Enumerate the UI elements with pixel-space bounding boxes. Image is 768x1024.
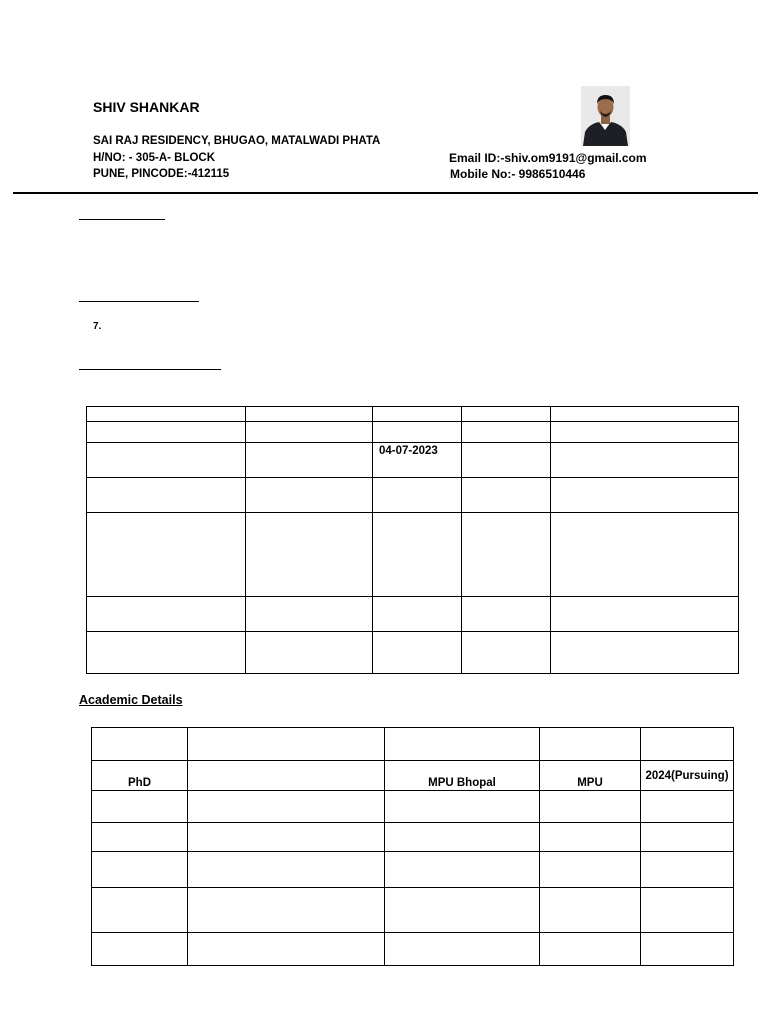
academic-table bbox=[91, 727, 734, 966]
table-row bbox=[92, 791, 734, 823]
mobile-text: Mobile No:- 9986510446 bbox=[450, 167, 586, 181]
table-row bbox=[92, 852, 734, 888]
degree-cell: PhD bbox=[92, 761, 188, 791]
list-item-number: 7. bbox=[93, 321, 102, 332]
table-row bbox=[87, 443, 739, 478]
table-cell-date: 04-07-2023 bbox=[373, 443, 462, 478]
table-row bbox=[92, 761, 734, 791]
table-row bbox=[92, 728, 734, 761]
address-line-3: PUNE, PINCODE:-412115 bbox=[93, 168, 230, 180]
section-heading-underline-1 bbox=[79, 219, 165, 220]
table-row bbox=[87, 478, 739, 513]
candidate-name: SHIV SHANKAR bbox=[93, 99, 200, 115]
email-text: Email ID:-shiv.om9191@gmail.com bbox=[449, 151, 647, 165]
section-heading-underline-3 bbox=[79, 369, 221, 370]
board-cell: MPU bbox=[540, 761, 641, 791]
table-row bbox=[92, 888, 734, 933]
address-line-2: H/NO: - 305-A- BLOCK bbox=[93, 152, 216, 164]
academic-details-heading: Academic Details bbox=[79, 693, 183, 707]
profile-photo bbox=[581, 86, 630, 146]
table-row bbox=[87, 597, 739, 632]
table-row bbox=[87, 407, 739, 422]
person-portrait-icon bbox=[581, 86, 630, 146]
university-cell: MPU Bhopal bbox=[385, 761, 540, 791]
address-line-1: SAI RAJ RESIDENCY, BHUGAO, MATALWADI PHATA bbox=[93, 135, 381, 147]
table-row bbox=[87, 422, 739, 443]
header-divider bbox=[13, 192, 758, 194]
table-row bbox=[92, 933, 734, 966]
experience-table bbox=[86, 406, 739, 674]
year-cell: 2024(Pursuing) bbox=[641, 761, 734, 791]
table-row bbox=[87, 632, 739, 674]
table-row bbox=[92, 823, 734, 852]
table-row bbox=[87, 513, 739, 597]
section-heading-underline-2 bbox=[79, 301, 199, 302]
